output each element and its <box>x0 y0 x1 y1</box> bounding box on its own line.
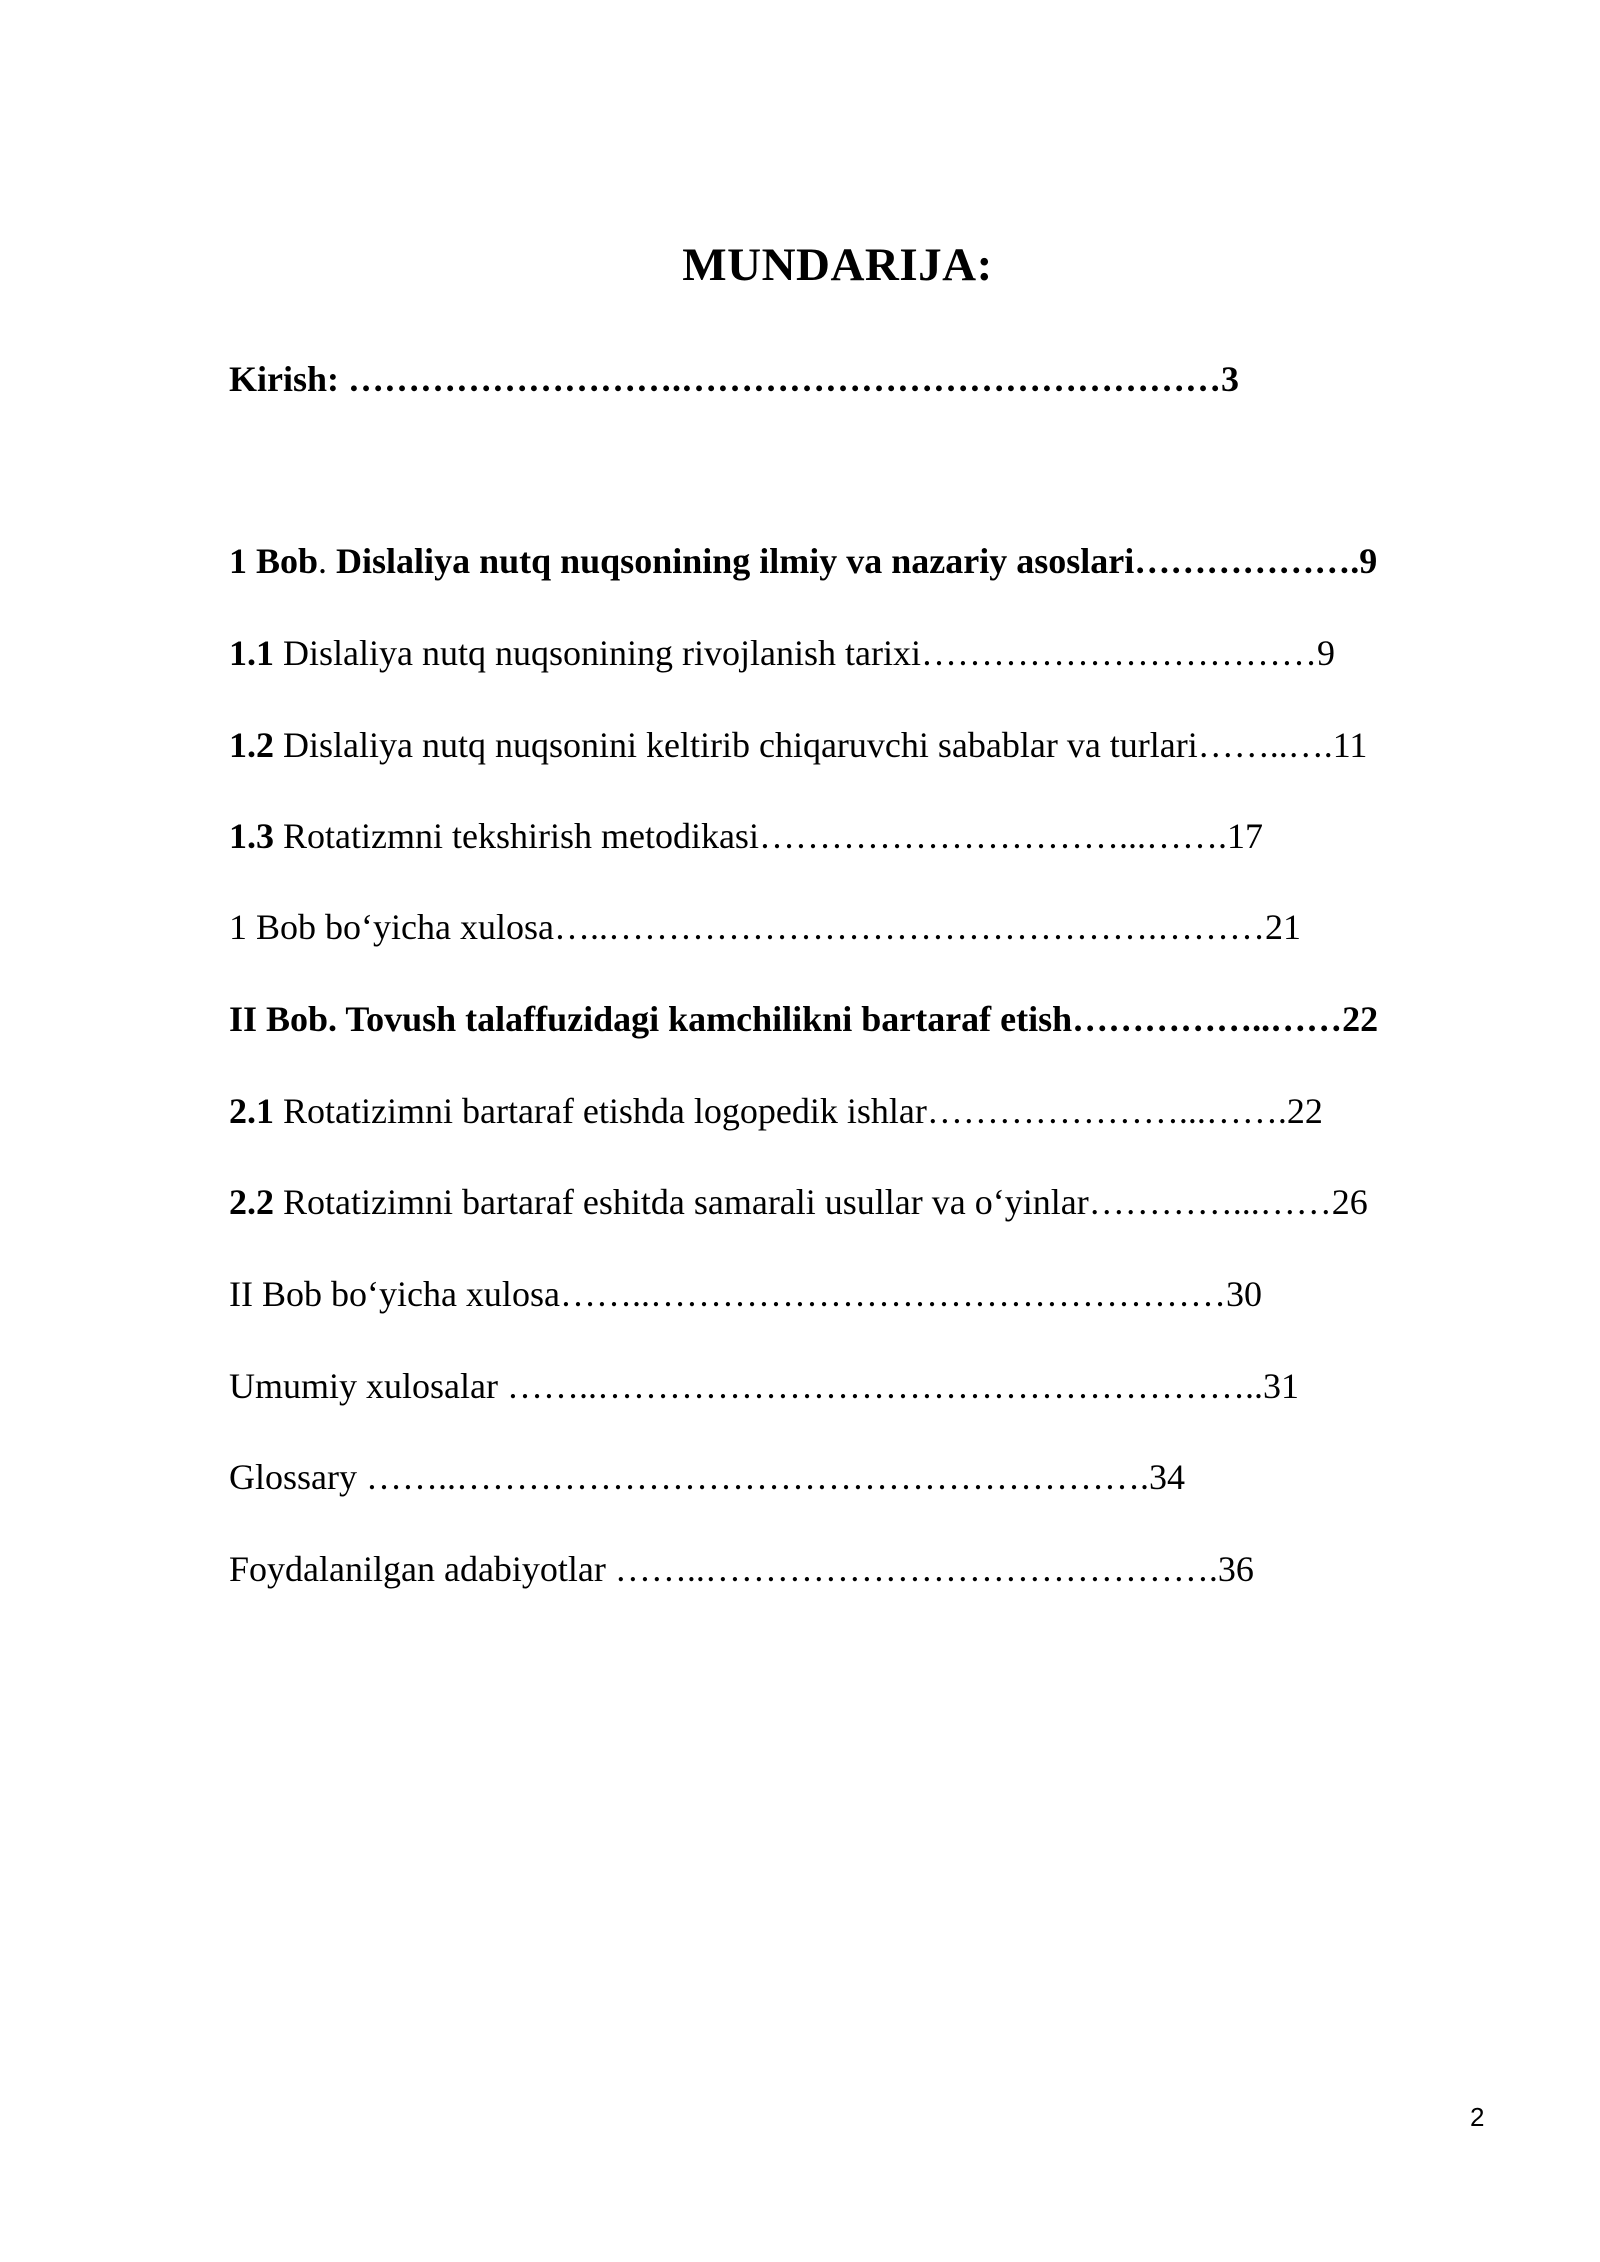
toc-entry-text: Glossary <box>229 1457 366 1497</box>
toc-entry-number: 1.3 <box>229 816 274 856</box>
toc-entry-page: 17 <box>1226 816 1263 856</box>
toc-entry-page: 3 <box>1221 359 1240 399</box>
toc-entry-references <box>229 1547 1254 1591</box>
toc-entry-text: Dislaliya nutq nuqsonini keltirib chiqaruvchi sabablar va turlari <box>274 725 1198 765</box>
toc-entry-text: II Bob bo‘yicha xulosa <box>229 1274 560 1314</box>
toc-entry-leader: …………………………...……. <box>758 816 1227 856</box>
toc-entry-leader: ……..……………………………………. <box>614 1549 1218 1589</box>
toc-entry-page: 22 <box>1342 999 1379 1039</box>
toc-entry-general-conclusions <box>229 1364 1299 1408</box>
toc-entry-chapter-1 <box>229 539 1377 583</box>
toc-entry-glossary <box>229 1455 1185 1499</box>
toc-entry-number: 2.2 <box>229 1182 274 1222</box>
toc-entry-1-2 <box>229 723 1367 767</box>
toc-entry-text: II Bob. Tovush talaffuzidagi kamchilikni bartaraf etish <box>229 999 1073 1039</box>
toc-entry-text: 1 Bob bo‘yicha xulosa <box>229 907 554 947</box>
toc-entry-text: Dislaliya nutq nuqsonining rivojlanish tarixi <box>274 633 921 673</box>
toc-entry-page: 30 <box>1225 1274 1262 1314</box>
toc-entry-page: 9 <box>1316 633 1335 673</box>
toc-entry-leader: ……………………….……………………………………… <box>348 359 1222 399</box>
page-number: 2 <box>1470 2102 1485 2132</box>
toc-entry-2-2 <box>229 1180 1368 1224</box>
toc-entry-page: 36 <box>1217 1549 1254 1589</box>
toc-entry-leader: …………...…… <box>1088 1182 1332 1222</box>
toc-entry-1-3 <box>229 814 1263 858</box>
toc-entry-separator: . <box>318 541 337 581</box>
toc-entry-page: 9 <box>1359 541 1378 581</box>
toc-entry-page: 21 <box>1264 907 1301 947</box>
toc-entry-number: 1.2 <box>229 725 274 765</box>
toc-entry-page: 22 <box>1286 1091 1323 1131</box>
toc-entry-text: Umumiy xulosalar <box>229 1366 507 1406</box>
toc-entry-leader: ……………..…… <box>1072 999 1343 1039</box>
toc-entry-text: Foydalanilgan adabiyotlar <box>229 1549 615 1589</box>
toc-entry-1-1 <box>229 631 1335 675</box>
toc-entry-leader: ……..…………………………………………………. <box>366 1457 1149 1497</box>
toc-entry-number: 2.1 <box>229 1091 274 1131</box>
toc-entry-text: Rotatizimni bartaraf etishda logopedik ishlar <box>274 1091 927 1131</box>
toc-entry-leader: ……..…. <box>1197 725 1333 765</box>
toc-entry-leader: …………………………… <box>920 633 1317 673</box>
toc-entry-leader: …..……………………………………….……… <box>553 907 1265 947</box>
toc-entry-number: 1.1 <box>229 633 274 673</box>
page-title: MUNDARIJA: <box>682 239 993 291</box>
toc-entry-2-1 <box>229 1089 1323 1133</box>
toc-entry-text: 1 Bob <box>229 541 319 581</box>
toc-entry-text: Rotatizimni bartaraf eshitda samarali usullar va o‘yinlar <box>274 1182 1089 1222</box>
toc-entry-page: 26 <box>1331 1182 1368 1222</box>
toc-entry-chapter-2-summary <box>229 1272 1262 1316</box>
toc-entry-kirish <box>229 357 1239 401</box>
toc-entry-page: 31 <box>1262 1366 1299 1406</box>
toc-entry-leader: ………………. <box>1134 541 1360 581</box>
toc-entry-title: Dislaliya nutq nuqsonining ilmiy va nazariy asoslari <box>336 541 1135 581</box>
toc-entry-leader: …………………...……. <box>926 1091 1287 1131</box>
toc-entry-page: 34 <box>1149 1457 1185 1497</box>
toc-entry-chapter-2 <box>229 997 1378 1041</box>
toc-entry-leader: ……..……………………………………………….. <box>506 1366 1263 1406</box>
toc-entry-chapter-1-summary <box>229 905 1301 949</box>
toc-entry-text: Kirish: <box>229 359 349 399</box>
toc-entry-page: 11 <box>1332 725 1368 765</box>
toc-entry-leader: ……..………………………………………… <box>559 1274 1226 1314</box>
toc-entry-text: Rotatizmni tekshirish metodikasi <box>274 816 759 856</box>
